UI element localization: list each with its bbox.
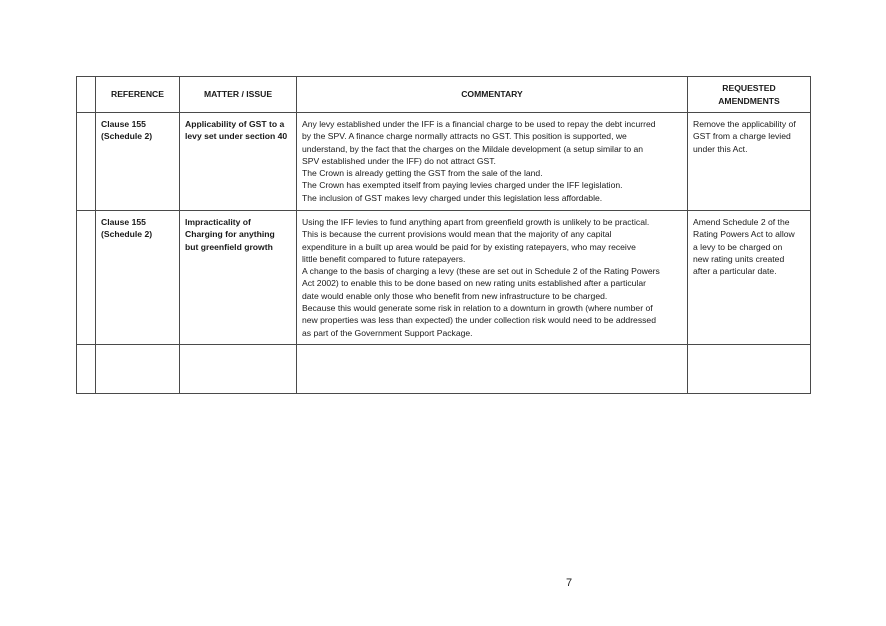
commentary-text: Act 2002) to enable this to be done based on new rating units established after a particular xyxy=(302,278,646,289)
commentary-text: A change to the basis of charging a levy (these are set out in Schedule 2 of the Rating Powers xyxy=(302,266,660,277)
matter-text: Impracticality of xyxy=(185,217,251,227)
matter-text: Applicability of GST to a xyxy=(185,119,285,129)
reference-cell xyxy=(96,211,180,345)
row-marker-header xyxy=(77,77,96,113)
amendment-text: after a particular date. xyxy=(693,266,777,277)
commentary-text: Because this would generate some risk in relation to a downturn in growth (where number of xyxy=(302,303,653,314)
commentary-text: The Crown is already getting the GST from the sale of the land. xyxy=(302,168,543,179)
amendment-cell xyxy=(688,345,811,394)
commentary-text: as part of the Government Support Package. xyxy=(302,327,473,338)
row-marker-cell xyxy=(77,211,96,345)
reference-header: REFERENCE xyxy=(96,77,180,113)
commentary-text: by the SPV. A finance charge normally attracts no GST. This position is supported, we xyxy=(302,131,627,142)
commentary-text: The Crown has exempted itself from paying levies charged under the IFF legislation. xyxy=(302,180,623,191)
matter-text: levy set under section 40 xyxy=(185,131,288,142)
commentary-text: expenditure in a built up area would be paid for by existing ratepayers, who may receive xyxy=(302,241,636,252)
table-row xyxy=(77,211,811,345)
matter-cell xyxy=(180,211,297,345)
reference-text: Clause 155 xyxy=(101,217,146,227)
amendment-text: under this Act. xyxy=(693,143,748,154)
commentary-text: little benefit compared to future ratepayers. xyxy=(302,253,466,264)
reference-cell xyxy=(96,113,180,211)
commentary-text: The inclusion of GST makes levy charged under this legislation less affordable. xyxy=(302,192,603,203)
amendment-text: new rating units created xyxy=(693,253,785,264)
page-number: 7 xyxy=(566,577,573,589)
amendment-text: GST from a charge levied xyxy=(693,131,791,142)
matter-text: Charging for anything xyxy=(185,229,275,240)
amendments-header-line: REQUESTED xyxy=(722,83,776,94)
amendment-text: Remove the applicability of xyxy=(693,119,796,129)
amendments-header xyxy=(688,77,811,113)
row-marker-cell xyxy=(77,113,96,211)
reference-cell xyxy=(96,345,180,394)
amendment-text: Amend Schedule 2 of the xyxy=(693,217,790,227)
commentary-text: This is because the current provisions would mean that the majority of any capital xyxy=(302,229,612,240)
reference-text: (Schedule 2) xyxy=(101,229,153,240)
amendment-text: a levy to be charged on xyxy=(693,241,783,252)
commentary-cell xyxy=(297,211,688,345)
empty-table-row xyxy=(77,345,811,394)
row-marker-cell xyxy=(77,345,96,394)
commentary-text: SPV established under the IFF) do not attract GST. xyxy=(302,155,496,166)
commentary-header: COMMENTARY xyxy=(297,77,688,113)
matter-header: MATTER / ISSUE xyxy=(180,77,297,113)
matter-cell xyxy=(180,345,297,394)
amendment-cell xyxy=(688,211,811,345)
commentary-text: understand, by the fact that the charges on the Mildale development (a setup similar to an xyxy=(302,143,644,154)
matter-text: but greenfield growth xyxy=(185,241,273,252)
commentary-text: date would enable only those who benefit from new infrastructure to be charged. xyxy=(302,290,608,301)
reference-text: (Schedule 2) xyxy=(101,131,153,142)
table-row xyxy=(77,113,811,211)
matter-cell xyxy=(180,113,297,211)
reference-text: Clause 155 xyxy=(101,119,146,129)
commentary-text: new properties was less than expected) the under collection risk would need to be addressed xyxy=(302,315,656,326)
commentary-cell xyxy=(297,345,688,394)
commentary-cell xyxy=(297,113,688,211)
amendment-text: Rating Powers Act to allow xyxy=(693,229,795,240)
commentary-text: Using the IFF levies to fund anything apart from greenfield growth is unlikely to be practical. xyxy=(302,217,650,227)
amendments-header-line: AMENDMENTS xyxy=(718,95,780,106)
commentary-text: Any levy established under the IFF is a financial charge to be used to repay the debt incurred xyxy=(302,119,656,129)
submission-table xyxy=(76,76,811,394)
table-header-row xyxy=(77,77,811,113)
amendment-cell xyxy=(688,113,811,211)
